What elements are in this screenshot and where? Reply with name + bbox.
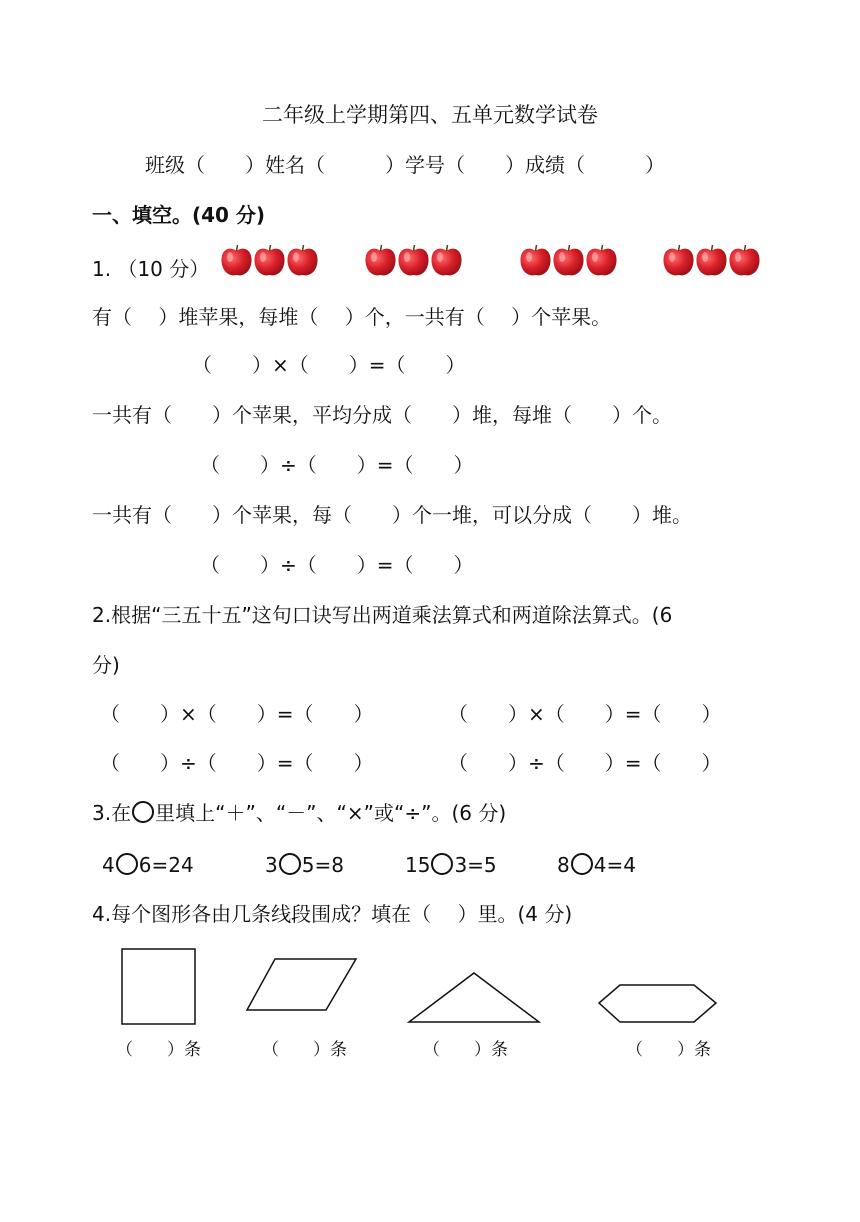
- operator-circle-3[interactable]: [431, 853, 453, 875]
- operator-circle-2[interactable]: [279, 853, 301, 875]
- apple-icon: [552, 242, 585, 278]
- apple-group-2: [364, 242, 463, 278]
- circle-icon: [132, 801, 154, 823]
- q1-line3: 一共有（ ）个苹果，每（ ）个一堆，可以分成（ ）堆。: [92, 503, 692, 527]
- q3-item-3-b: 3=5: [454, 853, 497, 877]
- apple-icon: [695, 242, 728, 278]
- apple-icon: [728, 242, 761, 278]
- q3-item-2: [265, 853, 344, 877]
- q4-label: 4.每个图形各由几条线段围成？填在（ ）里。(4 分): [92, 902, 573, 926]
- q1-label: 1. （10 分）: [92, 257, 210, 281]
- q3-item-4-b: 4=4: [593, 853, 636, 877]
- apple-icon: [430, 242, 463, 278]
- q1-equation3: （ ）÷（ ）=（ ）: [200, 553, 474, 577]
- shape-answer-4: （ ）条: [626, 1040, 711, 1060]
- apple-icon: [585, 242, 618, 278]
- apple-icon: [519, 242, 552, 278]
- q3-label-post: 里填上“＋”、“－”、“×”或“÷”。(6 分): [155, 801, 507, 825]
- q3-item-3-a: 15: [405, 853, 431, 877]
- apple-group-4: [662, 242, 761, 278]
- q3-item-4: [557, 853, 636, 877]
- apple-icon: [364, 242, 397, 278]
- apple-icon: [286, 242, 319, 278]
- q2-div-right: （ ）÷（ ）=（ ）: [448, 751, 722, 775]
- section-heading-fill-blank: 一、填空。(40 分): [92, 203, 266, 227]
- student-info-line: 班级（ ）姓名（ ）学号（ ）成绩（ ）: [145, 153, 665, 177]
- apple-icon: [662, 242, 695, 278]
- hexagon-shape: [596, 982, 720, 1026]
- q1-equation2: （ ）÷（ ）=（ ）: [200, 453, 474, 477]
- q3-item-4-a: 8: [557, 853, 570, 877]
- q2-line1: 2.根据“三五十五”这句口诀写出两道乘法算式和两道除法算式。(6: [92, 603, 673, 627]
- operator-circle-1[interactable]: [116, 853, 138, 875]
- q3-item-3: [405, 853, 497, 877]
- q2-mul-left: （ ）×（ ）=（ ）: [100, 702, 374, 726]
- q3-label: [92, 801, 506, 825]
- triangle-shape: [406, 970, 542, 1025]
- parallelogram-shape: [245, 957, 359, 1013]
- q2-line2: 分): [92, 653, 120, 677]
- q2-mul-right: （ ）×（ ）=（ ）: [448, 702, 722, 726]
- shape-answer-1: （ ）条: [116, 1040, 201, 1060]
- apple-icon: [220, 242, 253, 278]
- q3-item-2-b: 5=8: [301, 853, 344, 877]
- apple-group-1: [220, 242, 319, 278]
- q3-label-pre: 3.在: [92, 801, 132, 825]
- q3-item-1-b: 6=24: [138, 853, 194, 877]
- apple-icon: [397, 242, 430, 278]
- q2-div-left: （ ）÷（ ）=（ ）: [100, 751, 374, 775]
- shape-answer-2: （ ）条: [262, 1040, 347, 1060]
- apple-group-3: [519, 242, 618, 278]
- q3-item-1: [102, 853, 194, 877]
- q1-equation1: （ ）×（ ）=（ ）: [192, 353, 466, 377]
- q3-item-1-a: 4: [102, 853, 115, 877]
- q3-item-2-a: 3: [265, 853, 278, 877]
- square-shape: [120, 947, 198, 1027]
- q1-line1: 有（ ）堆苹果，每堆（ ）个，一共有（ ）个苹果。: [92, 305, 612, 329]
- apple-icon: [253, 242, 286, 278]
- operator-circle-4[interactable]: [571, 853, 593, 875]
- q1-line2: 一共有（ ）个苹果，平均分成（ ）堆，每堆（ ）个。: [92, 403, 672, 427]
- shape-answer-3: （ ）条: [423, 1040, 508, 1060]
- page-title: 二年级上学期第四、五单元数学试卷: [262, 103, 598, 127]
